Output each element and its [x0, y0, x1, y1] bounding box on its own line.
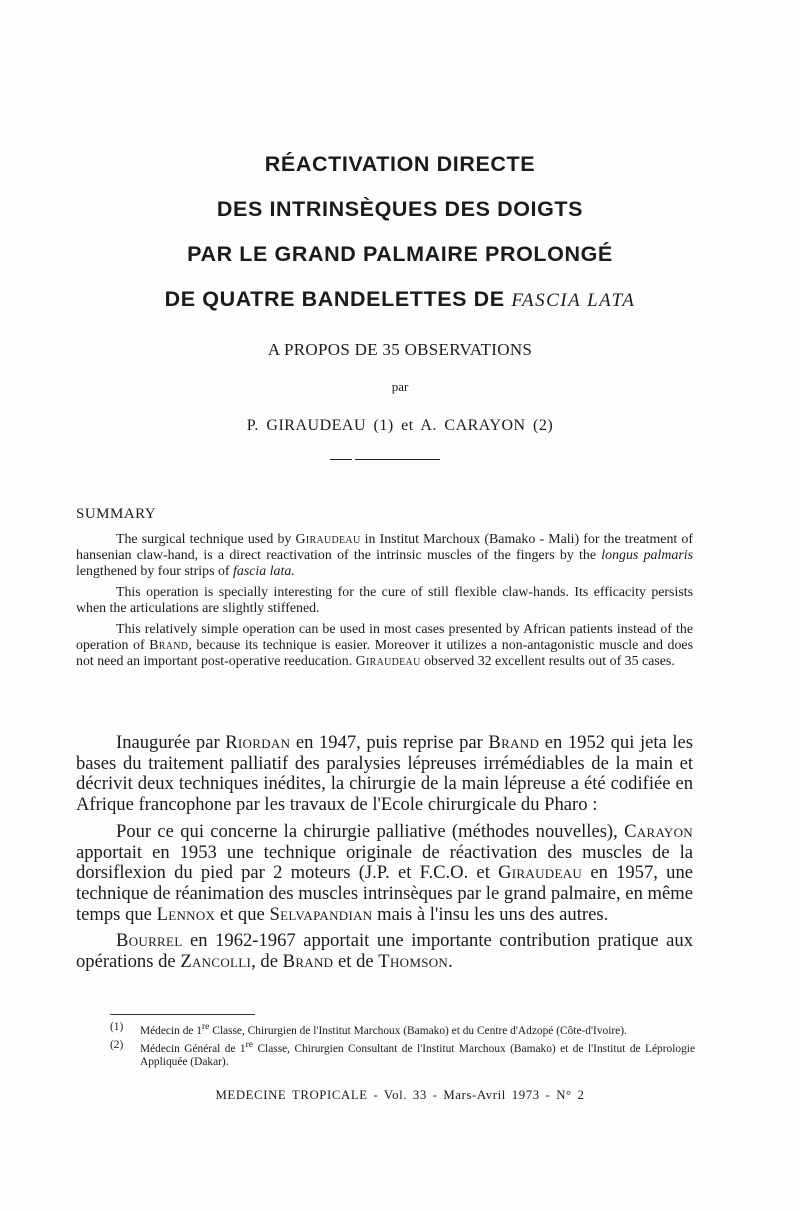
author-name: Brand: [149, 638, 189, 653]
title-line-4-italic: FASCIA LATA: [511, 290, 636, 311]
superscript: re: [202, 1022, 210, 1032]
text-run: et de: [333, 951, 379, 973]
title-line-2: DES INTRINSÈQUES DES DOIGTS: [216, 197, 584, 221]
author-name: Carayon: [624, 820, 693, 842]
author-name: Thomson: [378, 951, 449, 973]
text-run: observed 32 excellent results out of 35 cases.: [420, 654, 675, 669]
author-name: Brand: [282, 951, 334, 973]
title-line-1: RÉACTIVATION DIRECTE: [264, 152, 536, 176]
body-paragraph-3: [76, 931, 693, 972]
article-title: [0, 152, 800, 334]
footnote-2: [110, 1039, 695, 1069]
text-run: en 1947, puis reprise par: [290, 732, 489, 753]
by-label: par: [391, 379, 409, 394]
summary-section: [76, 532, 693, 675]
text-run: et que: [215, 903, 270, 925]
text-run: apportait en 1953 une technique originale de réactivation des muscles de la dorsiflexion du pied par 2 moteurs (J.P. et F.C.O. et: [76, 841, 693, 884]
author-name: Bourrel: [116, 930, 183, 952]
text-run: en 1952 qui jeta les bases du traitement palliatif des paralysies lépreuses irrémédiables de la main et décrivit deux techniques inédites, la chirurgie de la main lépreuse a été codifiée en Afrique francophone par les travaux de l'Ecole chirurgicale du Pharo :: [76, 732, 694, 816]
footnote-text: [140, 1021, 695, 1038]
author-name: Lennox: [156, 903, 216, 925]
italic-term: fascia lata.: [233, 564, 295, 579]
author-name: Selvapandian: [269, 903, 373, 925]
author-name: Zancolli: [180, 951, 252, 973]
text-run: Médecin de 1: [140, 1024, 202, 1037]
text-run: Classe, Chirurgien Consultant de l'Institut Marchoux (Bamako) et de l'Institut de Léprologie Appliquée (Dakar).: [140, 1042, 695, 1068]
text-run: en 1957, une technique de réanimation des muscles intrinsèques par le grand palmaire, en même temps que: [76, 862, 693, 925]
text-run: in Institut Marchoux (Bamako - Mali) for the treatment of hansenian claw-hand, is a direct reactivation of the intrinsic muscles of the fingers by the: [76, 532, 693, 563]
body-paragraph-1: [76, 733, 693, 816]
summary-paragraph-3: [76, 622, 693, 670]
text-run: , because its technique is easier. Moreover it utilizes a non-antagonistic muscle and does not need an important post-operative reeducation.: [76, 638, 693, 669]
footnotes: [110, 1021, 695, 1070]
italic-term: longus palmaris: [601, 548, 693, 563]
author-name: Giraudeau: [498, 862, 583, 884]
footnote-number: (1): [110, 1021, 124, 1033]
footnote-number: (2): [110, 1038, 124, 1051]
superscript: re: [245, 1039, 254, 1050]
summary-paragraph-1: [76, 532, 693, 580]
text-run: .: [448, 951, 453, 973]
author-name: Riordan: [225, 732, 291, 753]
text-run: Inaugurée par: [116, 732, 226, 753]
authors: P. GIRAUDEAU (1) et A. CARAYON (2): [246, 417, 554, 434]
footnote-1: [110, 1021, 695, 1038]
body-text: [76, 733, 693, 979]
text-run: Pour ce qui concerne la chirurgie palliative (méthodes nouvelles),: [116, 820, 625, 842]
title-line-4: [0, 287, 800, 313]
summary-paragraph-2: This operation is specially interesting for the cure of still flexible claw-hands. Its efficacity persists when the articulations are slightly stiffened.: [76, 585, 693, 616]
text-run: This relatively simple operation can be used in most cases presented by African patients instead of the operation of: [76, 622, 693, 653]
author-name: Giraudeau: [295, 532, 361, 547]
title-line-4-text: DE QUATRE BANDELETTES DE: [164, 287, 512, 311]
body-paragraph-2: [76, 822, 693, 926]
text-run: en 1962-1967 apportait une importante contribution pratique aux opérations de: [76, 930, 693, 973]
separator-rule-short: [330, 459, 352, 460]
subtitle: A PROPOS DE 35 OBSERVATIONS: [267, 340, 533, 359]
author-name: Giraudeau: [355, 654, 421, 669]
text-run: The surgical technique used by: [116, 532, 296, 547]
text-run: Médecin Général de 1: [140, 1042, 246, 1055]
summary-heading: SUMMARY: [76, 506, 157, 522]
footnote-rule: [110, 1014, 255, 1015]
text-run: , de: [251, 951, 283, 973]
separator-rule-long: [355, 459, 440, 460]
author-name: Brand: [488, 732, 540, 753]
text-run: Classe, Chirurgien de l'Institut Marchoux (Bamako) et du Centre d'Adzopé (Côte-d'Ivoire).: [209, 1024, 627, 1037]
footnote-text: [140, 1039, 695, 1069]
journal-footer: MEDECINE TROPICALE - Vol. 33 - Mars-Avril 1973 - N° 2: [215, 1088, 585, 1102]
text-run: mais à l'insu les uns des autres.: [372, 903, 609, 925]
title-line-3: PAR LE GRAND PALMAIRE PROLONGÉ: [187, 242, 613, 266]
text-run: lengthened by four strips of: [76, 564, 234, 579]
